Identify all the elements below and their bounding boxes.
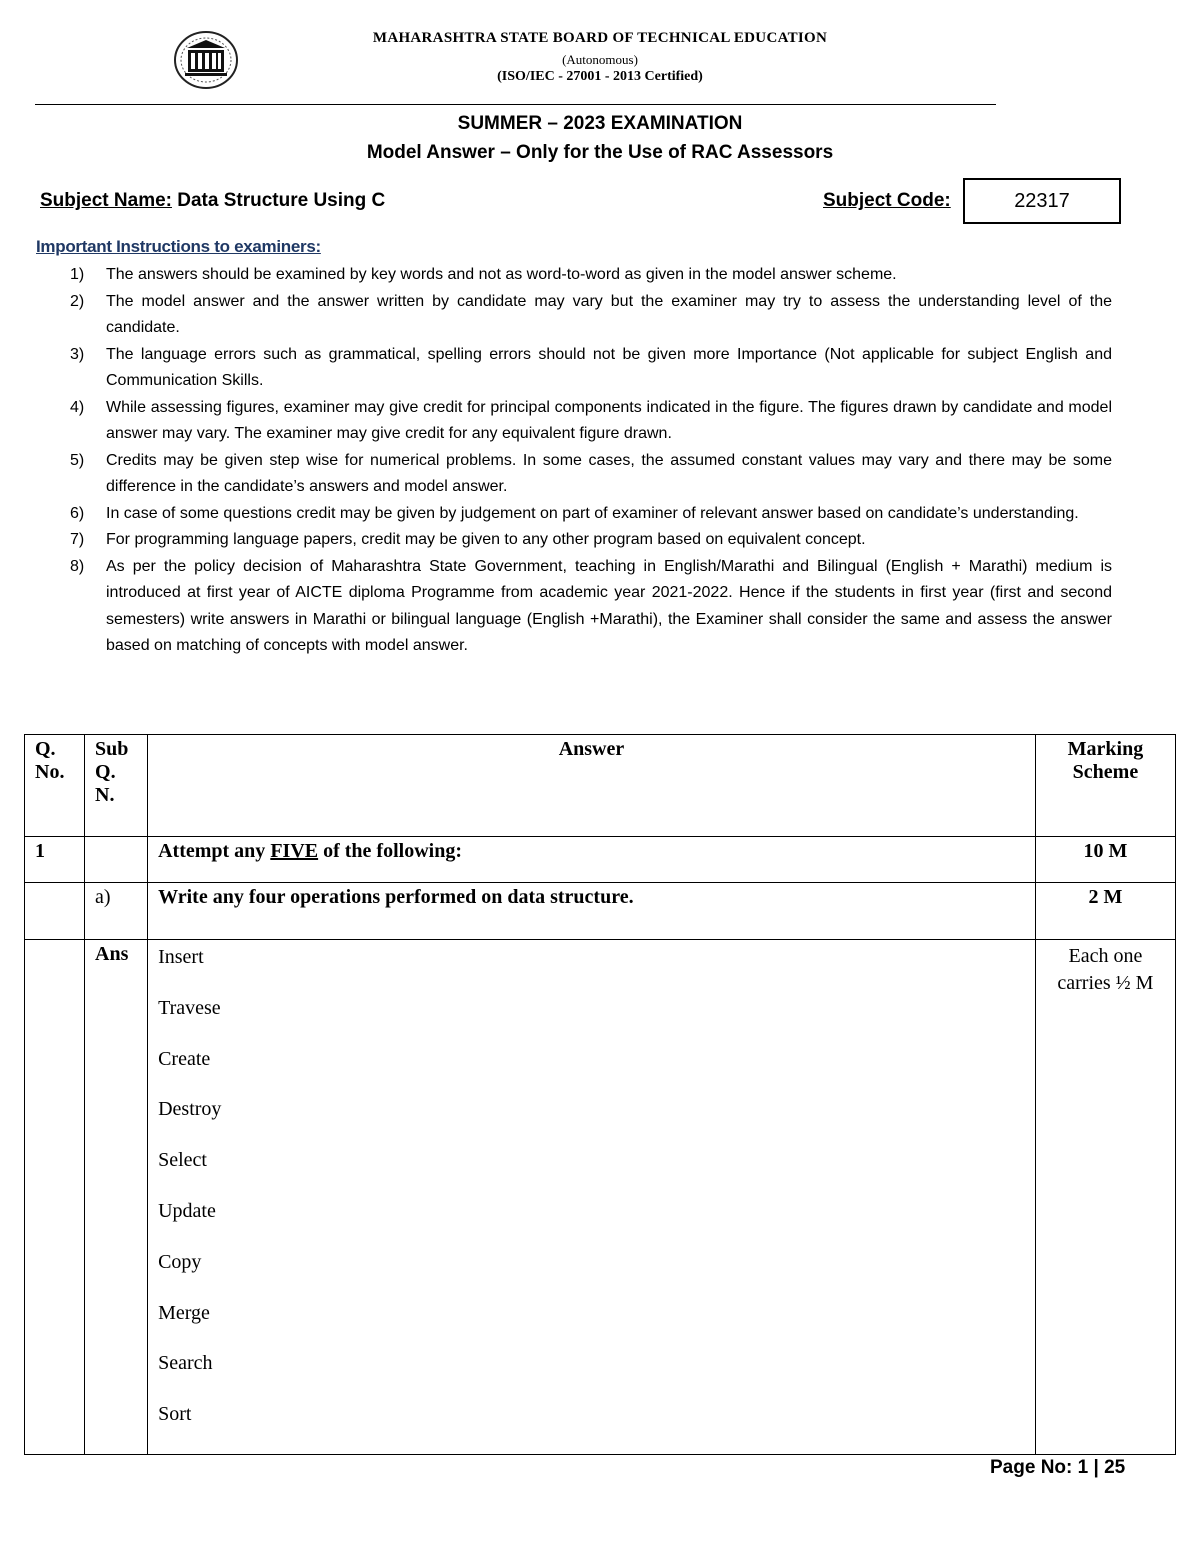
msbte-logo [163, 28, 249, 92]
answer-item: Copy [158, 1250, 202, 1273]
exam-subtitle: Model Answer – Only for the Use of RAC Assessors [366, 142, 834, 163]
subject-code-label: Subject Code: [823, 190, 951, 211]
answer-item: Destroy [158, 1098, 222, 1121]
exam-title: SUMMER – 2023 EXAMINATION [457, 113, 743, 134]
q-number-empty [25, 883, 85, 940]
instruction-item: 1) The answers should be examined by key words and not as word-to-word as given in the model answer scheme. [70, 266, 897, 283]
answer-item: Create [158, 1047, 211, 1070]
instruction-item: 7) For programming language papers, credit may be given to any other program based on equivalent concept. [70, 531, 866, 548]
table-row [25, 883, 1176, 940]
answer-list [148, 940, 1036, 1455]
instruction-item: 2) The model answer and the answer written by candidate may vary but the examiner may try to assess the understanding level of the candidate. [70, 292, 1112, 336]
sub-q-label: a) [85, 883, 148, 940]
table-row [25, 837, 1176, 883]
instructions-heading: Important Instructions to examiners: [36, 237, 321, 256]
instruction-item: 4) While assessing figures, examiner may give credit for principal components indicated in the figure. The figures drawn by candidate and model answer may vary. The examiner may give credit for any equivalent figure drawn. [70, 398, 1112, 442]
subject-name [40, 190, 385, 212]
header-marking-scheme: Marking Scheme [1035, 735, 1175, 837]
instruction-item: 6) In case of some questions credit may be given by judgement on part of examiner of relevant answer based on candidate’s understanding. [70, 504, 1079, 522]
answer-item: Sort [158, 1403, 192, 1426]
page-number: Page No: 1 | 25 [990, 1457, 1126, 1478]
sub-q-empty [85, 837, 148, 883]
q-number: 1 [25, 837, 85, 883]
subject-name-label: Subject Name: [40, 190, 172, 211]
subject-name-value: Data Structure Using C [171, 190, 386, 211]
answer-item: Travese [158, 996, 221, 1019]
q-number-empty [25, 940, 85, 1455]
subject-code-value: 22317 [1014, 189, 1070, 212]
instruction-item: 8) As per the policy decision of Maharashtra State Government, teaching in English/Marathi and Bilingual (English + Marathi) medium is introduced at first year of AICTE diploma Programme from academic year 2021-2022. Hence if the students in first year (first and second semesters) write answers in Marathi or bilingual language (English +Marathi), the Examiner shall consider the same and assess the answer based on matching of concepts with model answer. [70, 557, 1112, 654]
answer-table [24, 734, 1176, 1455]
sub-question-text: Write any four operations performed on data structure. [148, 883, 1036, 940]
header-q-no: Q. No. [25, 735, 85, 837]
answer-marking: Each one carries ½ M [1035, 940, 1175, 1455]
answer-item: Select [158, 1149, 207, 1172]
header-divider [35, 104, 996, 105]
table-header-row [25, 735, 1176, 837]
sub-question-marks: 2 M [1035, 883, 1175, 940]
answer-item: Merge [158, 1301, 210, 1324]
table-row [25, 940, 1176, 1455]
board-autonomous: (Autonomous) [562, 52, 638, 67]
question-text: Attempt any FIVE of the following: [148, 837, 1036, 883]
header-sub-q: Sub Q. N. [85, 735, 148, 837]
board-certification: (ISO/IEC - 27001 - 2013 Certified) [497, 69, 703, 84]
instructions-list [70, 262, 1112, 660]
ans-label: Ans [85, 940, 148, 1455]
subject-code-box [963, 178, 1121, 224]
instruction-item: 3) The language errors such as grammatical, spelling errors should not be given more Importance (Not applicable for subject English and Communication Skills. [70, 345, 1112, 389]
board-title: MAHARASHTRA STATE BOARD OF TECHNICAL EDUCATION [372, 30, 828, 46]
answer-item: Search [158, 1352, 213, 1375]
question-marks: 10 M [1035, 837, 1175, 883]
answer-item: Update [158, 1199, 216, 1222]
header-answer: Answer [148, 735, 1036, 837]
instruction-item: 5) Credits may be given step wise for numerical problems. In some cases, the assumed constant values may vary and there may be some difference in the candidate’s answers and model answer. [70, 451, 1112, 495]
answer-item: Insert [158, 946, 204, 968]
